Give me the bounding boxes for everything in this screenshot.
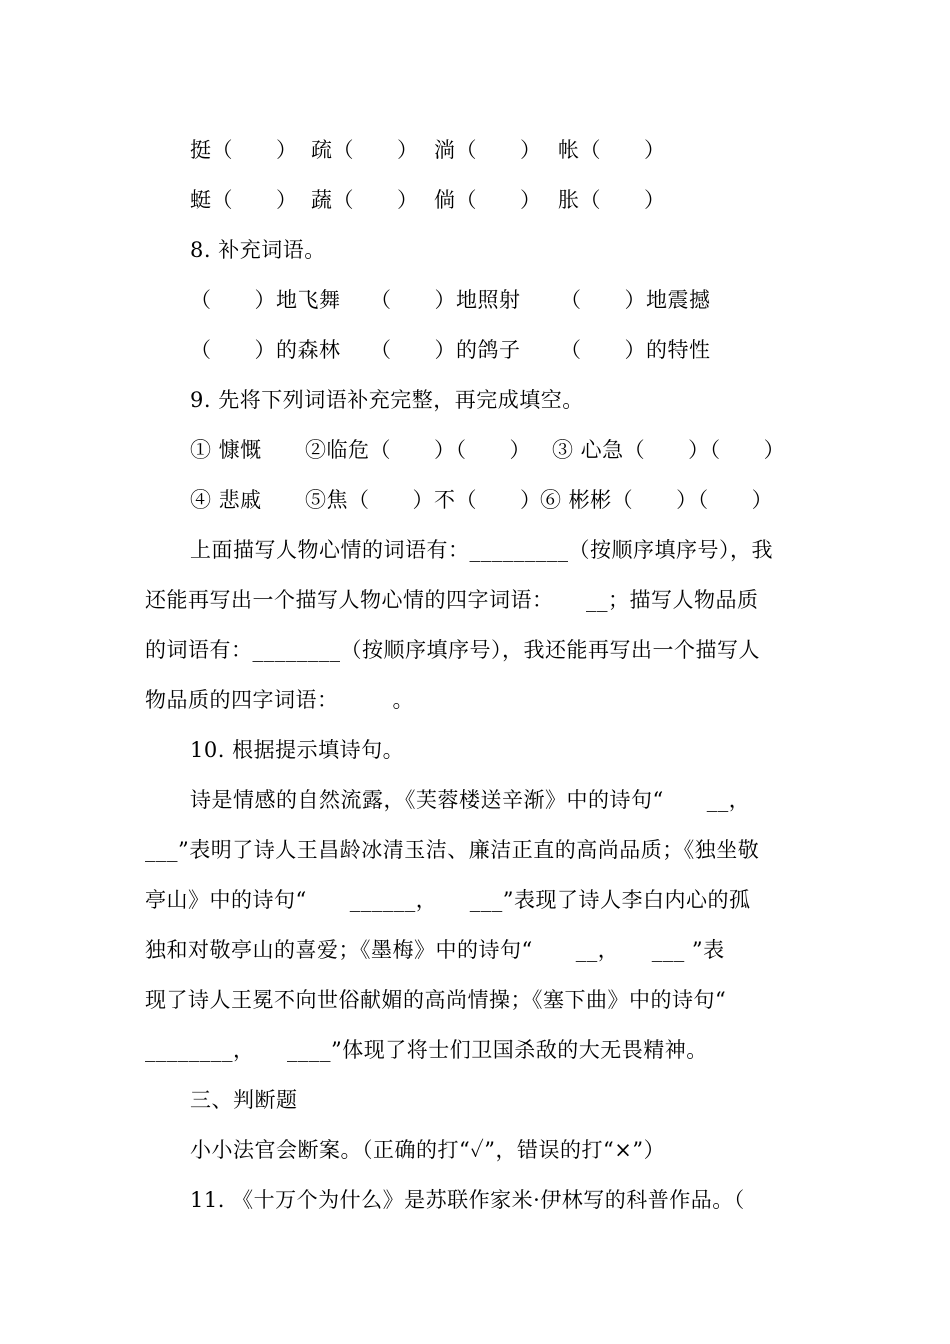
q9-paragraph-line: 物品质的四字词语： 。: [145, 688, 414, 712]
section-3-heading: 三、判断题: [190, 1088, 298, 1112]
q7-row-1: [190, 130, 815, 170]
q7-item: 胀（ ）: [558, 188, 666, 212]
q9-row-2: [190, 480, 815, 520]
q8-item: （ ）地震撼: [560, 288, 711, 312]
q7-item: 蜓（ ）: [190, 188, 298, 212]
q7-item: 挺（ ）: [190, 138, 298, 162]
q9-paragraph-line: 上面描写人物心情的词语有：_________（按顺序填序号），我: [190, 538, 773, 562]
q9-item: ②临危（ ）（ ）: [305, 438, 531, 462]
q8-title: 8. 补充词语。: [190, 238, 326, 262]
q10-paragraph-line: ________， ____”体现了将士们卫国杀敌的大无畏精神。: [145, 1038, 708, 1062]
q9-item: ⑤焦（ ）不（ ）: [305, 488, 542, 512]
q9-item: ④ 悲戚: [190, 488, 262, 512]
q7-item: 淌（ ）: [434, 138, 542, 162]
q8-row-1: [190, 280, 815, 320]
q7-item: 蔬（ ）: [311, 188, 419, 212]
q9-item: ③ 心急（ ）（ ）: [552, 438, 786, 462]
q7-item: 倘（ ）: [434, 188, 542, 212]
q10-paragraph-line: 独和对敬亭山的喜爱；《墨梅》中的诗句“ __， ___ ”表: [145, 938, 725, 962]
q7-item: 疏（ ）: [311, 138, 419, 162]
q8-item: （ ）的森林: [190, 338, 341, 362]
q9-row-1: [190, 430, 815, 470]
q10-paragraph-line: 诗是情感的自然流露，《芙蓉楼送辛渐》中的诗句“ __，: [190, 788, 751, 812]
q8-row-2: [190, 330, 815, 370]
q9-item: ⑥ 彬彬（ ）（ ）: [540, 488, 774, 512]
q7-row-2: [190, 180, 815, 220]
q8-item: （ ）地飞舞: [190, 288, 341, 312]
q10-paragraph-line: 现了诗人王冕不向世俗献媚的高尚情操；《塞下曲》中的诗句“: [145, 988, 727, 1012]
q9-item: ① 慷慨: [190, 438, 262, 462]
section-3-instruction: 小小法官会断案。（正确的打“✓”，错误的打“×”）: [190, 1138, 666, 1162]
q9-title: 9. 先将下列词语补充完整，再完成填空。: [190, 388, 584, 412]
q9-paragraph-line: 的词语有：________（按顺序填序号），我还能再写出一个描写人: [145, 638, 760, 662]
q10-paragraph-line: ___”表明了诗人王昌龄冰清玉洁、廉洁正直的高尚品质；《独坐敬: [145, 838, 760, 862]
q8-item: （ ）的鸽子: [370, 338, 521, 362]
q8-item: （ ）地照射: [370, 288, 521, 312]
q9-paragraph-line: 还能再写出一个描写人物心情的四字词语： __；描写人物品质: [145, 588, 759, 612]
q10-title: 10. 根据提示填诗句。: [190, 738, 405, 762]
q8-item: （ ）的特性: [560, 338, 711, 362]
q11-statement: 11. 《十万个为什么》是苏联作家米·伊林写的科普作品。（: [190, 1188, 745, 1212]
q7-item: 帐（ ）: [558, 138, 666, 162]
q10-paragraph-line: 亭山》中的诗句“ ______， ___”表现了诗人李白内心的孤: [145, 888, 751, 912]
